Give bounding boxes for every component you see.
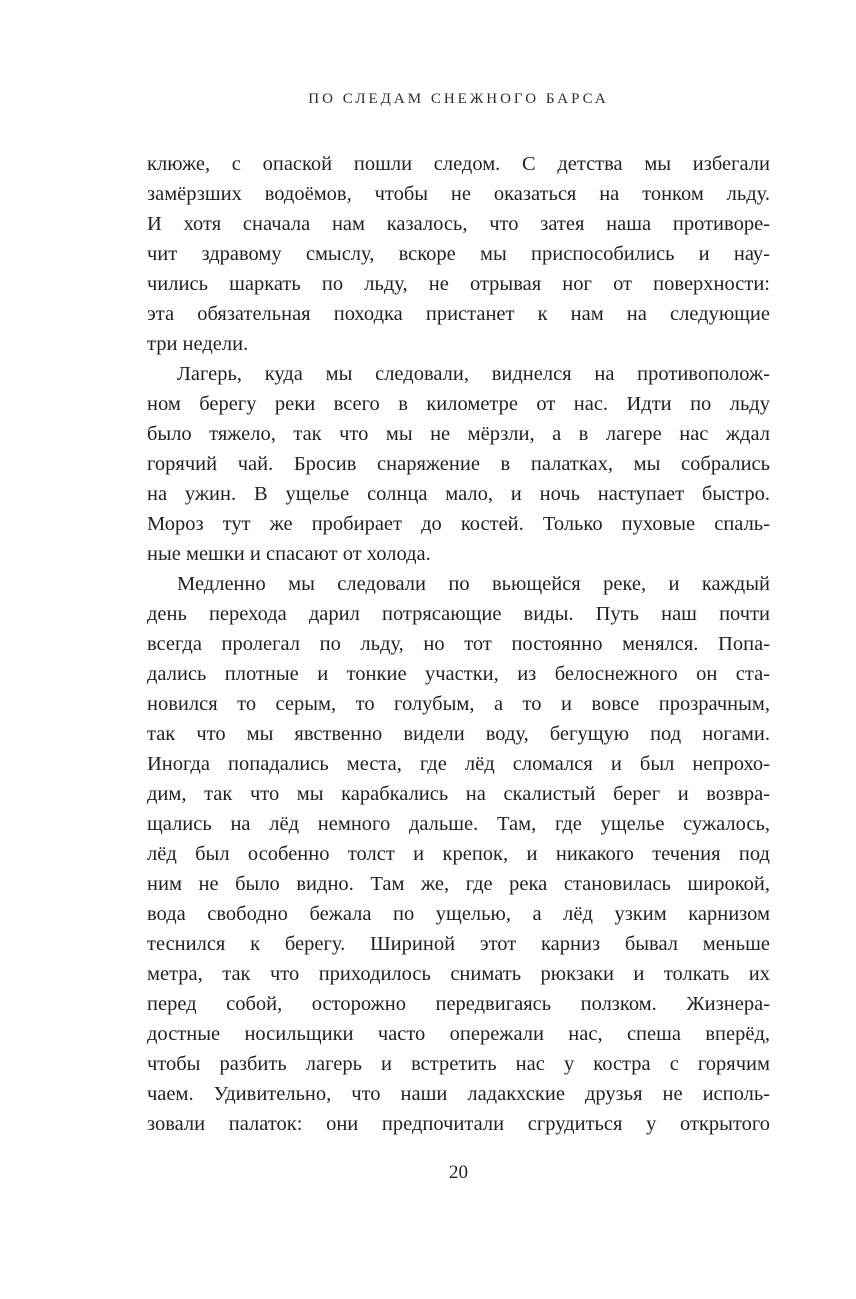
text-line: горячий чай. Бросив снаряжение в палатках, мы собрались <box>147 453 770 475</box>
running-head: ПО СЛЕДАМ СНЕЖНОГО БАРСА <box>308 91 609 107</box>
text-line: чаем. Удивительно, что наши ладакхские друзья не исполь- <box>147 1083 770 1105</box>
text-line: зовали палаток: они предпочитали сгрудиться у открытого <box>147 1113 770 1135</box>
text-block <box>147 0 770 1184</box>
paragraph <box>147 359 770 569</box>
text-line: теснился к берегу. Шириной этот карниз бывал меньше <box>147 933 770 955</box>
text-line: Лагерь, куда мы следовали, виднелся на противополож- <box>177 363 770 385</box>
text-line: клюже, с опаской пошли следом. С детства мы избегали <box>147 153 770 175</box>
text-line: дались плотные и тонкие участки, из белоснежного он ста- <box>147 663 770 685</box>
text-line: было тяжело, так что мы не мёрзли, а в лагере нас ждал <box>147 423 770 445</box>
text-line: дим, так что мы карабкались на скалистый берег и возвра- <box>147 783 770 805</box>
paragraph <box>147 149 770 359</box>
paragraph <box>147 569 770 1139</box>
text-line: Мороз тут же пробирает до костей. Только пуховые спаль- <box>147 513 770 535</box>
text-line: Иногда попадались места, где лёд сломался и был непрохо- <box>147 753 770 775</box>
text-line: замёрзших водоёмов, чтобы не оказаться на тонком льду. <box>147 183 770 205</box>
page-number: 20 <box>449 1162 468 1183</box>
text-line: всегда пролегал по льду, но тот постоянно менялся. Попа- <box>147 633 770 655</box>
text-line: перед собой, осторожно передвигаясь ползком. Жизнера- <box>147 993 770 1015</box>
text-line: три недели. <box>147 333 249 355</box>
text-line: чились шаркать по льду, не отрывая ног от поверхности: <box>147 273 770 295</box>
text-line: достные носильщики часто опережали нас, спеша вперёд, <box>147 1023 770 1045</box>
text-line: эта обязательная походка пристанет к нам на следующие <box>147 303 770 325</box>
text-line: на ужин. В ущелье солнца мало, и ночь наступает быстро. <box>147 483 770 505</box>
text-line: день перехода дарил потрясающие виды. Путь наш почти <box>147 603 770 625</box>
text-line: вода свободно бежала по ущелью, а лёд узким карнизом <box>147 903 770 925</box>
text-line: чит здравому смыслу, вскоре мы приспособились и нау- <box>147 243 770 265</box>
text-line: ним не было видно. Там же, где река становилась широкой, <box>147 873 770 895</box>
text-line: ные мешки и спасают от холода. <box>147 543 431 565</box>
text-line: ном берегу реки всего в километре от нас. Идти по льду <box>147 393 770 415</box>
text-line: Медленно мы следовали по вьющейся реке, и каждый <box>177 573 770 595</box>
text-line: так что мы явственно видели воду, бегущую под ногами. <box>147 723 770 745</box>
text-line: новился то серым, то голубым, а то и вовсе прозрачным, <box>147 693 770 715</box>
text-line: метра, так что приходилось снимать рюкзаки и толкать их <box>147 963 770 985</box>
text-line: лёд был особенно толст и крепок, и никакого течения под <box>147 843 770 865</box>
text-line: И хотя сначала нам казалось, что затея наша противоре- <box>147 213 770 235</box>
text-body <box>147 149 770 1139</box>
text-line: чтобы разбить лагерь и встретить нас у костра с горячим <box>147 1053 770 1075</box>
text-line: щались на лёд немного дальше. Там, где ущелье сужалось, <box>147 813 770 835</box>
